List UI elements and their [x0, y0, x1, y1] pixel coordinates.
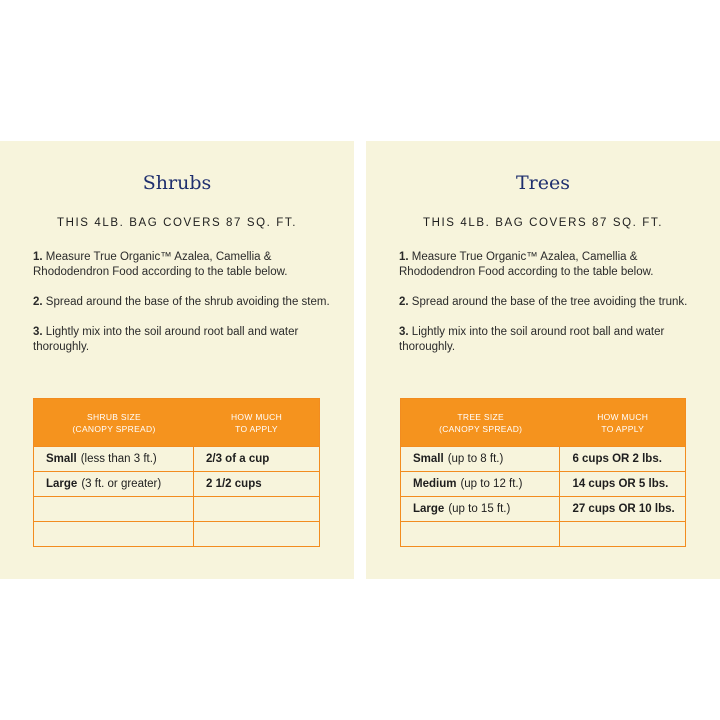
table-row — [401, 496, 685, 521]
step-text: Lightly mix into the soil around root ball and water thoroughly. — [399, 326, 665, 353]
size-cell — [401, 497, 560, 521]
step-number: 1. — [33, 251, 43, 263]
size-cell — [34, 522, 194, 546]
size-detail: (up to 12 ft.) — [460, 478, 523, 490]
trees-panel — [366, 141, 720, 579]
amount-cell: 2/3 of a cup — [206, 453, 270, 465]
instruction-step — [33, 250, 333, 280]
size-detail: (up to 8 ft.) — [447, 453, 504, 465]
size-cell — [34, 447, 194, 471]
size-cell — [401, 522, 560, 546]
step-text: Measure True Organic™ Azalea, Camellia & Rhododendron Food according to the table below. — [399, 251, 654, 278]
amount-cell — [194, 522, 319, 546]
amount-cell: 27 cups OR 10 lbs. — [572, 503, 675, 515]
instruction-steps — [33, 250, 333, 370]
size-cell — [34, 472, 194, 496]
step-number: 3. — [399, 326, 409, 338]
size-detail: (3 ft. or greater) — [81, 478, 162, 490]
table-header — [401, 399, 685, 446]
table-header — [34, 399, 319, 446]
size-label: Large — [413, 503, 445, 515]
table-row — [401, 521, 685, 546]
step-number: 3. — [33, 326, 43, 338]
step-text: Spread around the base of the shrub avoiding the stem. — [45, 296, 330, 308]
panel-title: Trees — [516, 172, 570, 194]
instruction-step — [399, 250, 699, 280]
amount-cell — [194, 497, 319, 521]
amount-cell: 14 cups OR 5 lbs. — [572, 478, 669, 490]
amount-cell — [560, 522, 685, 546]
amount-cell: 6 cups OR 2 lbs. — [572, 453, 662, 465]
amount-cell: 2 1/2 cups — [206, 478, 262, 490]
size-cell — [401, 447, 560, 471]
table-row — [401, 446, 685, 471]
header-amount: HOW MUCH TO APPLY — [230, 411, 283, 434]
instruction-step — [33, 295, 333, 310]
header-amount: HOW MUCH TO APPLY — [597, 411, 649, 434]
step-text: Measure True Organic™ Azalea, Camellia & Rhododendron Food according to the table below. — [33, 251, 288, 278]
step-text: Spread around the base of the tree avoiding the trunk. — [411, 296, 688, 308]
instruction-steps — [399, 250, 699, 370]
step-text: Lightly mix into the soil around root ball and water thoroughly. — [33, 326, 299, 353]
header-size: SHRUB SIZE (CANOPY SPREAD) — [72, 411, 156, 434]
size-label: Small — [46, 453, 77, 465]
size-label: Large — [46, 478, 78, 490]
panel-title: Shrubs — [142, 172, 212, 194]
table-row — [34, 496, 319, 521]
application-table — [33, 398, 320, 547]
coverage-text: THIS 4LB. BAG COVERS 87 SQ. FT. — [56, 217, 298, 229]
table-row — [34, 471, 319, 496]
size-cell — [34, 497, 194, 521]
size-label: Small — [413, 453, 444, 465]
instruction-step — [33, 325, 333, 355]
step-number: 1. — [399, 251, 409, 263]
size-detail: (up to 15 ft.) — [448, 503, 511, 515]
coverage-text: THIS 4LB. BAG COVERS 87 SQ. FT. — [422, 217, 664, 229]
instruction-step — [399, 325, 699, 355]
table-row — [34, 521, 319, 546]
step-number: 2. — [399, 296, 409, 308]
shrubs-panel — [0, 141, 354, 579]
size-label: Medium — [413, 478, 457, 490]
size-cell — [401, 472, 560, 496]
step-number: 2. — [33, 296, 43, 308]
instruction-step — [399, 295, 699, 310]
size-detail: (less than 3 ft.) — [80, 453, 157, 465]
header-size: TREE SIZE (CANOPY SPREAD) — [439, 411, 523, 434]
table-row — [401, 471, 685, 496]
table-row — [34, 446, 319, 471]
application-table — [400, 398, 686, 547]
